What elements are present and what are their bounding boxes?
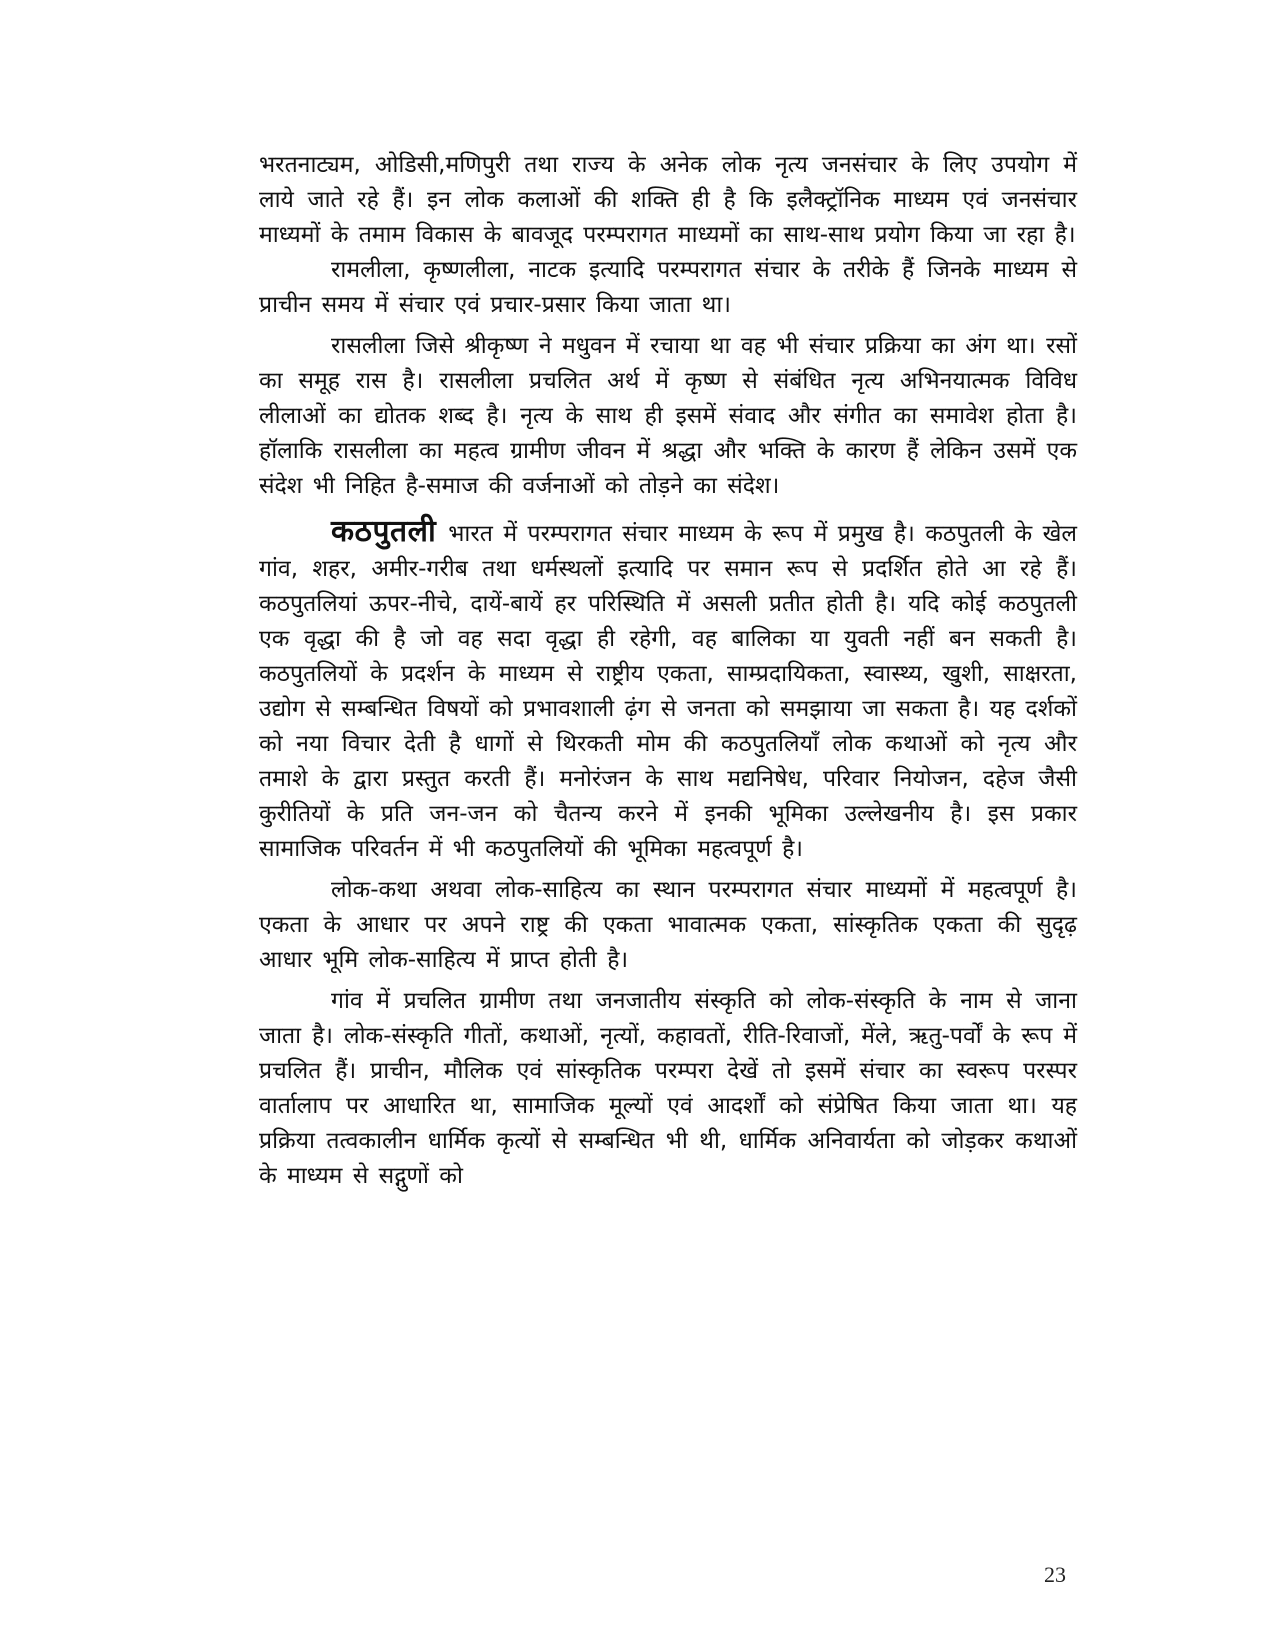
page-number: 23: [1044, 1562, 1066, 1587]
paragraph-kathputli: [259, 514, 1077, 867]
paragraph-ramlila: रामलीला, कृष्णलीला, नाटक इत्यादि परम्परागत संचार के तरीके हैं जिनके माध्यम से प्राचीन समय में संचार एवं प्रचार-प्रसार किया जाता था।: [259, 257, 1077, 318]
paragraph-raslila: रासलीला जिसे श्रीकृष्ण ने मधुवन में रचाया था वह भी संचार प्रक्रिया का अंग था। रसों का समूह रास है। रासलीला प्रचलित अर्थ में कृष्ण से संबंधित नृत्य अभिनयात्मक विविध लीलाओं का द्योतक शब्द है। नृत्य के साथ ही इसमें संवाद और संगीत का समावेश होता है। हॉलाकि रासलीला का महत्व ग्रामीण जीवन में श्रद्धा और भक्ति के कारण हैं लेकिन उसमें एक संदेश भी निहित है-समाज की वर्जनाओं को तोड़ने का संदेश।: [259, 333, 1077, 499]
paragraph-lok-sanskriti: गांव में प्रचलित ग्रामीण तथा जनजातीय संस्कृति को लोक-संस्कृति के नाम से जाना जाता है। लोक-संस्कृति गीतों, कथाओं, नृत्यों, कहावतों, रीति-रिवाजों, मेंले, ऋतु-पर्वों के रूप में प्रचलित हैं। प्राचीन, मौलिक एवं सांस्कृतिक परम्परा देखें तो इसमें संचार का स्वरूप परस्पर वार्तालाप पर आधारित था, सामाजिक मूल्यों एवं आदर्शों को संप्रेषित किया जाता था। यह प्रक्रिया तत्वकालीन धार्मिक कृत्यों से सम्बन्धित भी थी, धार्मिक अनिवार्यता को जोड़कर कथाओं के माध्यम से सद्गुणों को: [259, 988, 1077, 1189]
page-body: [259, 148, 1077, 1194]
paragraph-lok-katha: लोक-कथा अथवा लोक-साहित्य का स्थान परम्परागत संचार माध्यमों में महत्वपूर्ण है।एकता के आधार पर अपने राष्ट्र की एकता भावात्मक एकता, सांस्कृतिक एकता की सुदृढ़ आधार भूमि लोक-साहित्य में प्राप्त होती है।: [259, 877, 1077, 973]
kathputli-body: भारत में परम्परागत संचार माध्यम के रूप में प्रमुख है। कठपुतली के खेल गांव, शहर, अमीर-गरीब तथा धर्मस्थलों इत्यादि पर समान रूप से प्रदर्शित होते आ रहे हैं। कठपुतलियां ऊपर-नीचे, दायें-बायें हर परिस्थिति में असली प्रतीत होती है। यदि कोई कठपुतली एक वृद्धा की है जो वह सदा वृद्धा ही रहेगी, वह बालिका या युवती नहीं बन सकती है। कठपुतलियों के प्रदर्शन के माध्यम से राष्ट्रीय एकता, साम्प्रदायिकता, स्वास्थ्य, खुशी, साक्षरता, उद्योग से सम्बन्धित विषयों को प्रभावशाली ढ़ंग से जनता को समझाया जा सकता है। यह दर्शकों को नया विचार देती है धागों से थिरकती मोम की कठपुतलियाँ लोक कथाओं को नृत्य और तमाशे के द्वारा प्रस्तुत करती हैं। मनोरंजन के साथ मद्यनिषेध, परिवार नियोजन, दहेज जैसी कुरीतियों के प्रति जन-जन को चैतन्य करने में इनकी भूमिका उल्लेखनीय है। इस प्रकार सामाजिक परिवर्तन में भी कठपुतलियों की भूमिका महत्वपूर्ण है।: [259, 521, 1077, 862]
section-heading-kathputli: कठपुतली: [331, 514, 437, 549]
paragraph-classical-dances: भरतनाट्यम, ओडिसी,मणिपुरी तथा राज्य के अनेक लोक नृत्य जनसंचार के लिए उपयोग में लाये जाते रहे हैं। इन लोक कलाओं की शक्ति ही है कि इलैक्ट्रॉनिक माध्यम एवं जनसंचार माध्यमों के तमाम विकास के बावजूद परम्परागत माध्यमों का साथ-साथ प्रयोग किया जा रहा है।: [259, 152, 1077, 248]
